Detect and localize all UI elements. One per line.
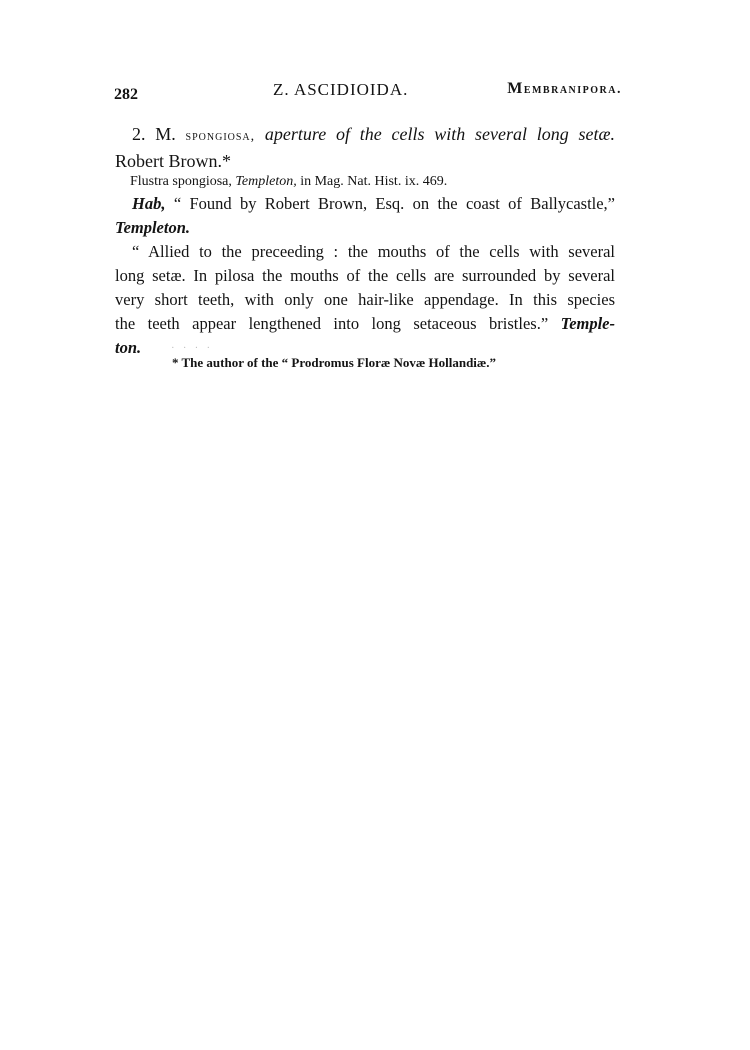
running-head [112, 80, 622, 104]
species-number: 2. M. [132, 124, 176, 144]
species-heading [115, 122, 615, 149]
species-authority: Robert Brown.* [115, 151, 231, 171]
page-number: 282 [114, 86, 138, 103]
synonym-citation: in Mag. Nat. Hist. ix. 469. [300, 174, 448, 189]
section-title: Z. ASCIDIOIDA. [273, 80, 409, 99]
note-line-4-text: the teeth appear lengthened into long setaceous bristles.” [115, 314, 549, 333]
species-name: spongiosa, [185, 129, 256, 144]
synonym-name: Flustra spongiosa, [130, 174, 232, 189]
genus-title [507, 80, 622, 98]
note-line-4 [115, 312, 615, 336]
note-source-start: Temple- [560, 314, 615, 333]
footnote: * The author of the “ Prodromus Floræ Novæ Hollandiæ.” [172, 355, 497, 370]
species-diagnosis: aperture of the cells with several long setæ. [264, 124, 616, 144]
synonym-reference [115, 172, 615, 192]
note-line-2: long setæ. In pilosa the mouths of the cells are surrounded by several [115, 266, 615, 285]
main-text [115, 122, 615, 361]
habitat-source-line [115, 216, 615, 240]
genus-title-rest: embranipora. [523, 82, 622, 97]
note-line-3: very short teeth, with only one hair-like appendage. In this species [115, 290, 615, 309]
habitat-text: “ Found by Robert Brown, Esq. on the coast of Ballycastle,” [173, 194, 616, 213]
note-line-1: “ Allied to the preceeding : the mouths of the cells with several [132, 242, 615, 261]
note-source-end: ton. [115, 338, 142, 357]
genus-title-initial: M [507, 80, 524, 97]
print-specks: · · · · [171, 343, 213, 355]
habitat-label: Hab, [132, 194, 166, 213]
synonym-author: Templeton, [235, 174, 297, 189]
habitat-source: Templeton. [115, 218, 191, 237]
habitat-line [115, 192, 615, 216]
